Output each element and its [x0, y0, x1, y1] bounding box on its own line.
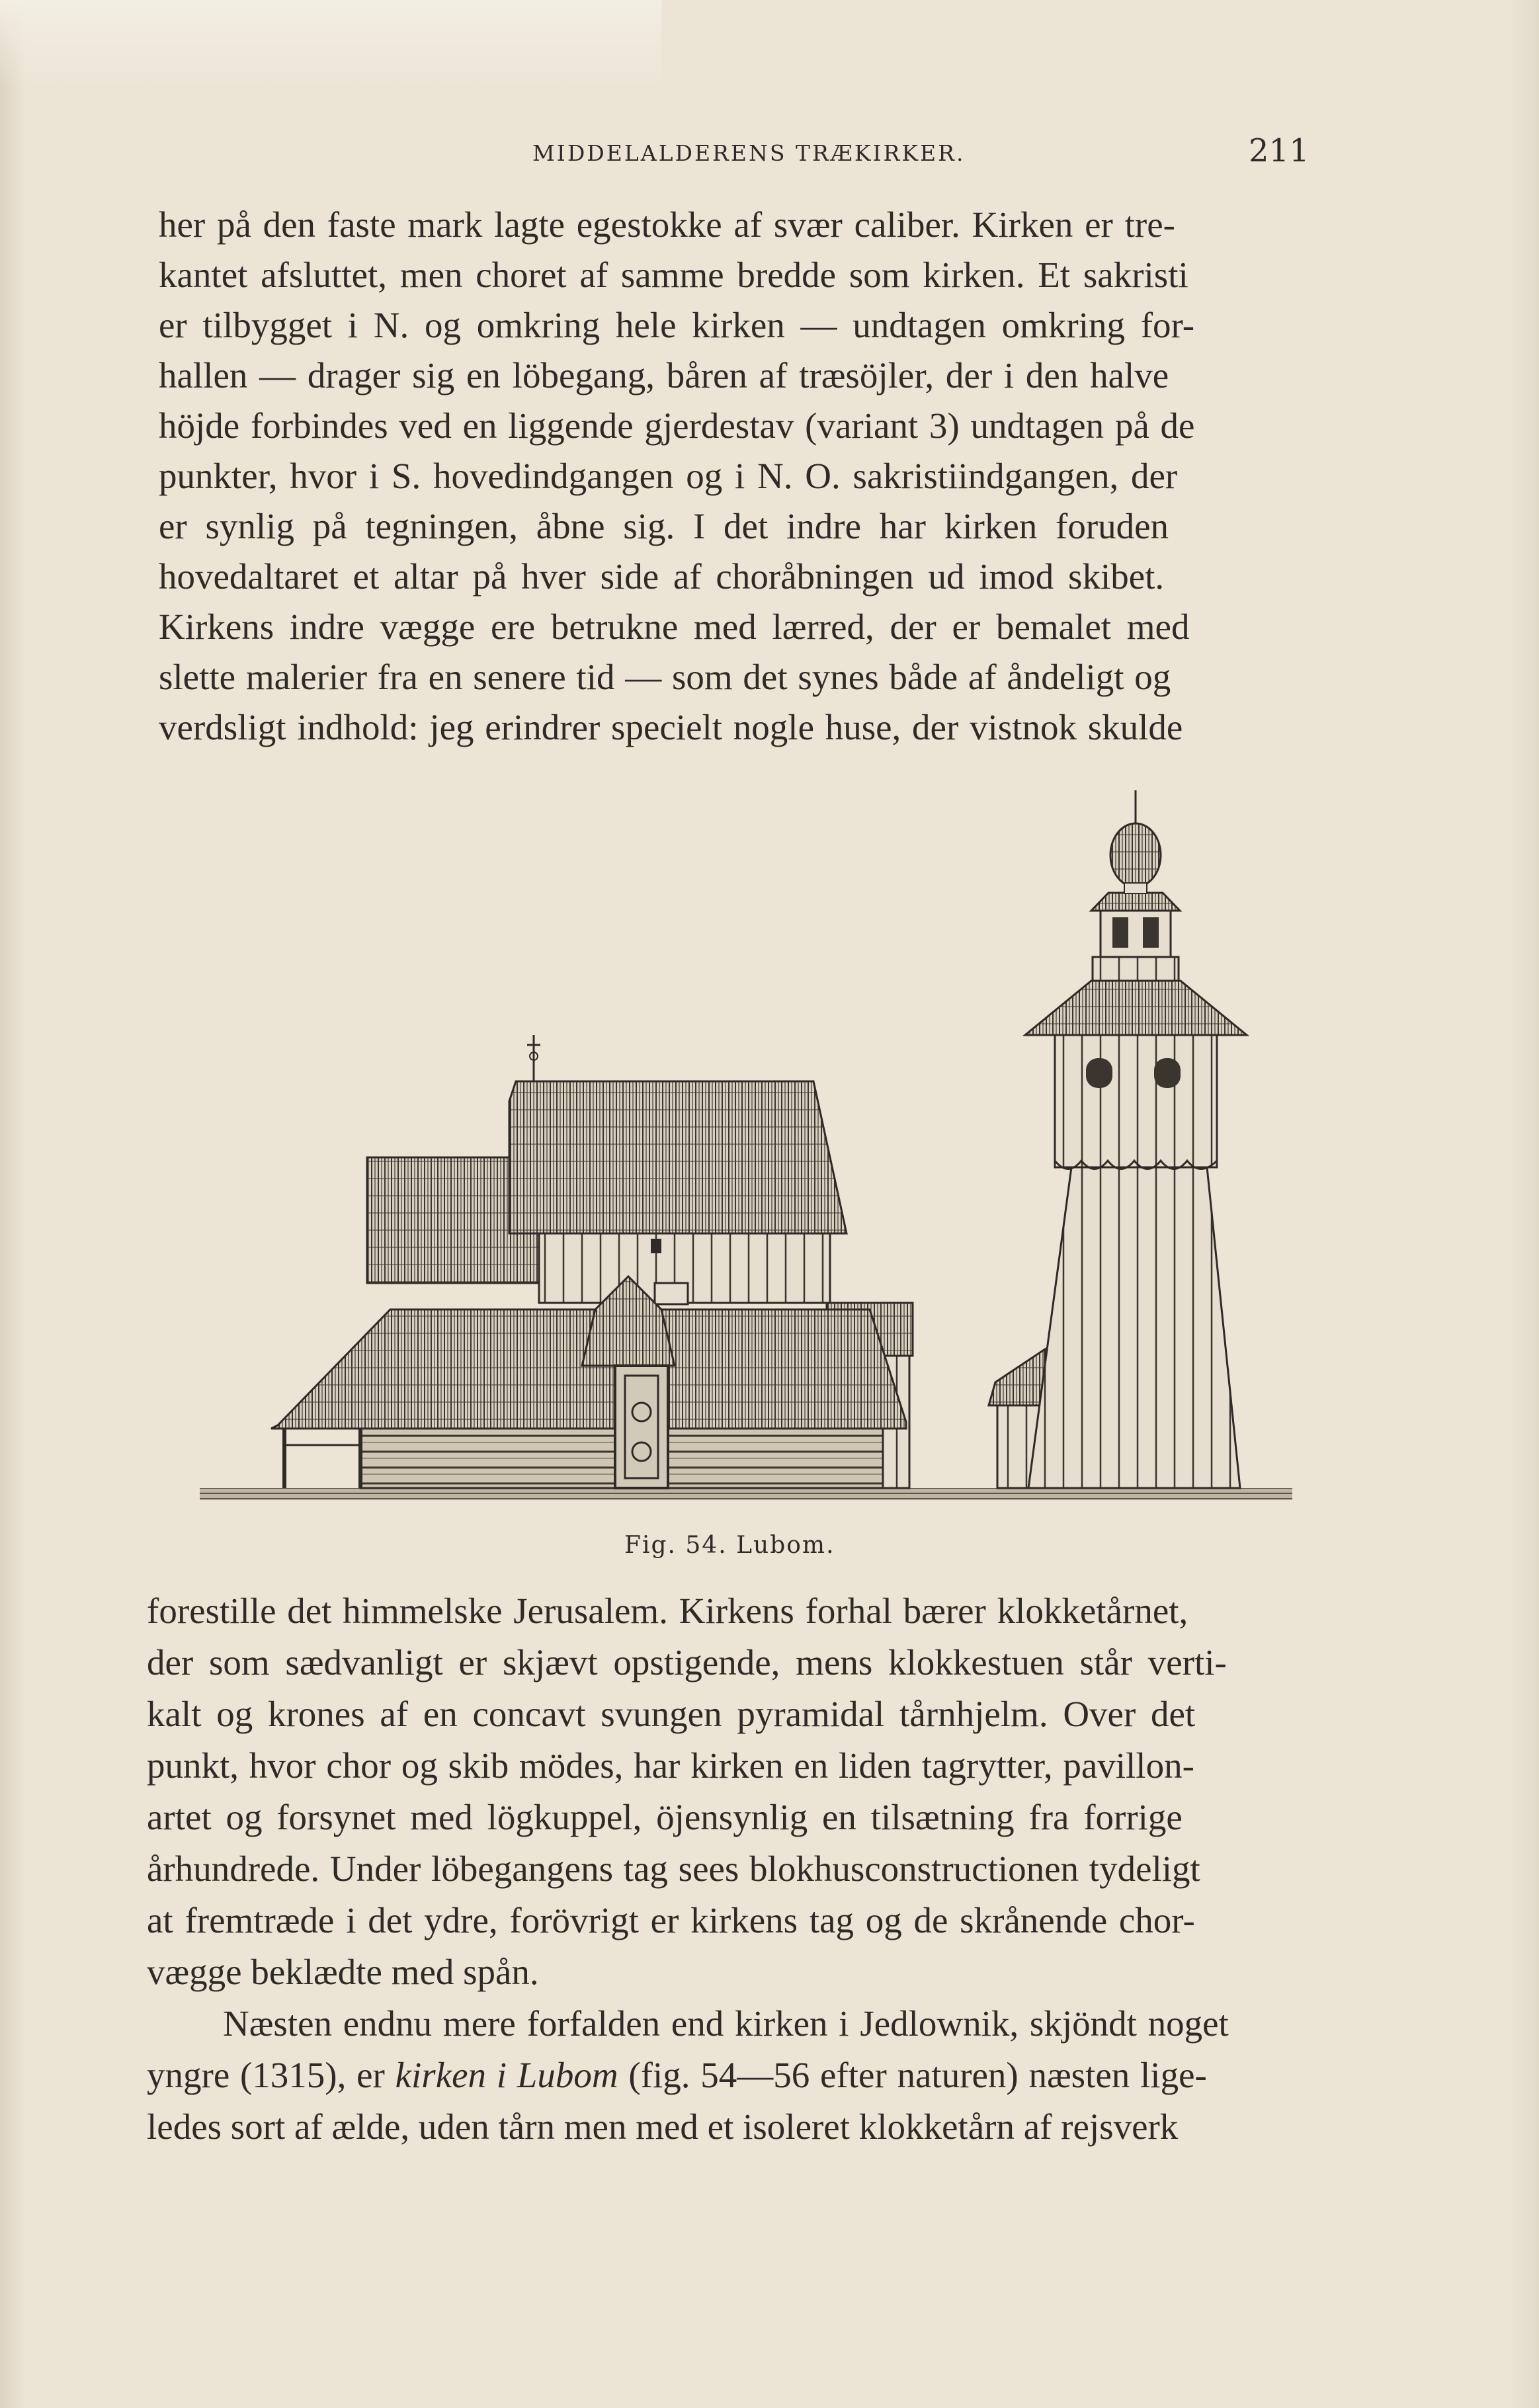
text-line: hovedaltaret et altar på hver side af choråbningen ud imod skibet.: [159, 556, 1165, 597]
text-line: at fremtræde i det ydre, forövrigt er kirkens tag og de skrånende chor-: [147, 1900, 1195, 1940]
text-line: århundrede. Under löbegangens tag sees blokhusconstructionen tydeligt: [147, 1848, 1200, 1889]
walkway-roof: [271, 1309, 906, 1429]
text-line: punkt, hvor chor og skib mödes, har kirken en liden tagrytter, pavillon-: [147, 1745, 1194, 1786]
onion-dome: [1110, 823, 1161, 887]
belfry-window: [1086, 1058, 1112, 1088]
small-window: [651, 1239, 661, 1253]
belfry: [1055, 1035, 1217, 1167]
ground: [200, 1488, 1292, 1500]
text-line: artet og forsynet med lögkuppel, öjensynlig en tilsætning fra forrige: [147, 1797, 1183, 1837]
text-line: höjde forbindes ved en liggende gjerdestav (variant 3) undtagen på de: [159, 405, 1195, 446]
text-line: slette malerier fra en senere tid — som det synes både af åndeligt og: [159, 657, 1171, 697]
lantern: [1101, 911, 1171, 957]
italic-span: kirken i Lubom: [395, 2055, 618, 2095]
figure-caption: Fig. 54. Lubom.: [624, 1532, 835, 1559]
text-line: hallen — drager sig en löbegang, båren af træsöjler, der i den halve: [159, 355, 1169, 395]
church-door: [615, 1366, 668, 1488]
text-line: [147, 2050, 1207, 2100]
lantern-roof: [1091, 893, 1180, 911]
text-span: (fig. 54—56 efter naturen) næsten lige-: [618, 2055, 1207, 2095]
text-line: punkter, hvor i S. hovedindgangen og i N. O. sakristiindgangen, der: [159, 456, 1178, 496]
bell-tower-trunk: [1028, 1167, 1240, 1488]
running-head: MIDDELALDERENS TRÆKIRKER.: [532, 140, 966, 166]
text-line: er synlig på tegningen, åbne sig. I det indre har kirken foruden: [159, 506, 1169, 546]
text-span: yngre (1315), er: [147, 2055, 395, 2095]
nave-roof: [509, 1081, 847, 1233]
text-line: der som sædvanligt er skjævt opstigende, mens klokkestuen står verti-: [147, 1642, 1227, 1682]
text-line: er tilbygget i N. og omkring hele kirken — undtagen omkring for-: [159, 305, 1195, 345]
belfry-window: [1154, 1058, 1181, 1088]
text-line: forestille det himmelske Jerusalem. Kirkens forhal bærer klokketårnet,: [147, 1591, 1188, 1631]
text-line: Kirkens indre vægge ere betrukne med lærred, der er bemalet med: [159, 606, 1190, 647]
text-line: Næsten endnu mere forfalden end kirken i Jedlownik, skjöndt noget: [223, 2003, 1229, 2044]
text-line: vægge beklædte med spån.: [147, 1952, 539, 1992]
church-illustration: [192, 784, 1303, 1518]
text-line: kalt og krones af en concavt svungen pyramidal tårnhjelm. Over det: [147, 1694, 1196, 1734]
text-line: ledes sort af ælde, uden tårn men med et isoleret klokketårn af rejsverk: [147, 2106, 1179, 2147]
text-line: verdsligt indhold: jeg erindrer specielt nogle huse, der vistnok skulde: [159, 707, 1183, 747]
lantern-base: [1093, 957, 1179, 981]
tower-roof: [1025, 981, 1247, 1035]
window: [655, 1283, 688, 1304]
paper-stain: [0, 0, 661, 86]
page-number: 211: [1249, 132, 1310, 169]
text-line: kantet afsluttet, men choret af samme bredde som kirken. Et sakristi: [159, 255, 1188, 295]
tower-annex-roof: [989, 1349, 1045, 1405]
text-line: her på den faste mark lagte egestokke af svær caliber. Kirken er tre-: [159, 204, 1175, 245]
